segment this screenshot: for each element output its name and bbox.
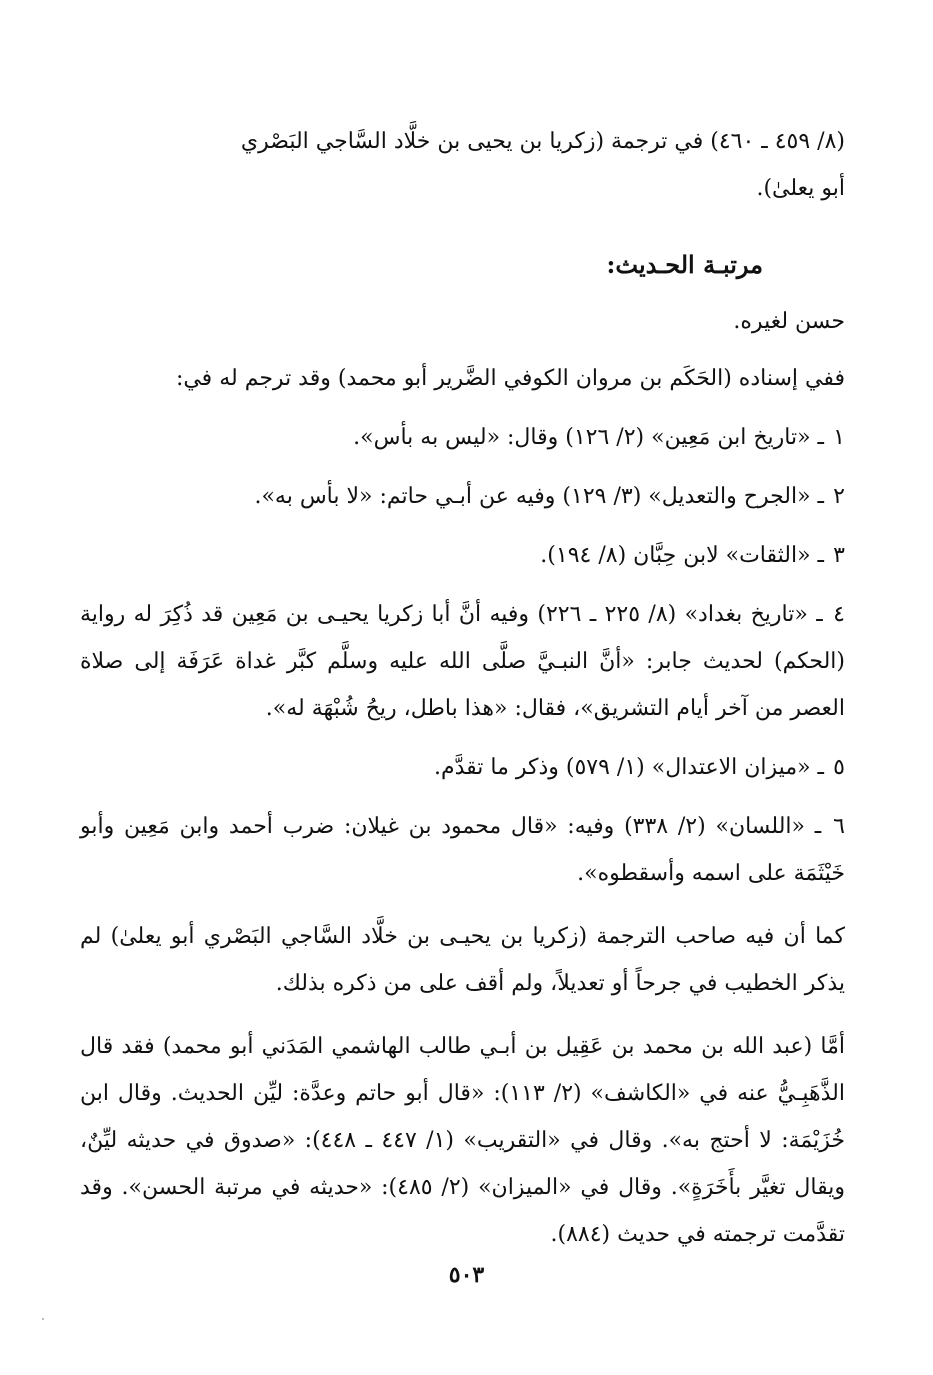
source-item-number: ٤ [833, 602, 845, 627]
intro-line-2: أبو يعلىٰ). [756, 176, 845, 201]
scan-speck [42, 1318, 44, 1320]
source-item-number: ٢ [833, 484, 845, 509]
section-heading: مرتبـة الحـديث: [606, 250, 763, 279]
hadith-grade: حسن لغيره. [733, 309, 845, 334]
page-body [80, 118, 845, 1258]
source-item-6 [80, 803, 845, 897]
isnad-intro: ففي إسناده (الحَكَم بن مروان الكوفي الضَّرير أبو محمد) وقد ترجم له في: [175, 366, 845, 391]
source-item-number: ٣ [833, 543, 845, 568]
page-number: ٥٠٣ [448, 1262, 485, 1288]
source-item-2 [80, 473, 845, 520]
source-item-text: ـ «ميزان الاعتدال» (١/ ٥٧٩) وذكر ما تقدَّم. [433, 755, 824, 780]
source-item-4 [80, 591, 845, 732]
paragraph-abdullah: أمَّا (عبد الله بن محمد بن عَقِيل بن أبـي طالب الهاشمي المَدَني أبو محمد) فقد قال الذَّهَبِـيُّ عنه في «الكاشف» (٢/ ١١٣): «قال أبو حاتم وعدَّة: ليِّن الحديث. وقال ابن خُزَيْمَة: لا أحتج به». وقال في «التقريب» (١/ ٤٤٧ ـ ٤٤٨): «صدوق في حديثه ليِّنٌ، ويقال تغيَّر بأَخَرَةٍ». وقال في «الميزان» (٢/ ٤٨٥): «حديثه في مرتبة الحسن». وقد تقدَّمت ترجمته في حديث (٨٨٤). [80, 1034, 845, 1247]
source-item-text: ـ «تاريخ ابن مَعِين» (٢/ ١٢٦) وقال: «ليس به بأس». [353, 425, 824, 450]
intro-line-1: (٨/ ٤٥٩ ـ ٤٦٠) في ترجمة (زكريا بن يحيى بن خلَّاد السَّاجي البَصْري [240, 129, 845, 154]
source-item-3 [80, 532, 845, 579]
source-item-number: ١ [833, 425, 845, 450]
source-item-text: ـ «اللسان» (٢/ ٣٣٨) وفيه: «قال محمود بن غيلان: ضرب أحمد وابن مَعِين وأبو خَيْثَمَة على اسمه وأسقطوه». [80, 814, 845, 886]
source-item-text: ـ «تاريخ بغداد» (٨/ ٢٢٥ ـ ٢٢٦) وفيه أنَّ أبا زكريا يحيـى بن مَعِين قد ذُكِرَ له رواية (الحكم) لحديث جابر: «أنَّ النبـيَّ صلَّى الله عليه وسلَّم كبَّر غداة عَرَفَة إلى صلاة العصر من آخر أيام التشريق»، فقال: «هذا باطل، ريحُ شُبْهَة له». [80, 602, 845, 721]
source-item-text: ـ «الثقات» لابن حِبَّان (٨/ ١٩٤). [540, 543, 824, 568]
source-item-5 [80, 744, 845, 791]
source-item-number: ٦ [833, 814, 845, 839]
source-item-1 [80, 414, 845, 461]
source-item-text: ـ «الجرح والتعديل» (٣/ ١٢٩) وفيه عن أبـي حاتم: «لا بأس به». [254, 484, 824, 509]
source-item-number: ٥ [833, 755, 845, 780]
paragraph-saji: كما أن فيه صاحب الترجمة (زكريا بن يحيـى بن خلَّاد السَّاجي البَصْري أبو يعلىٰ) لم يذكر الخطيب في جرحاً أو تعديلاً، ولم أقف على من ذكره بذلك. [80, 924, 845, 996]
